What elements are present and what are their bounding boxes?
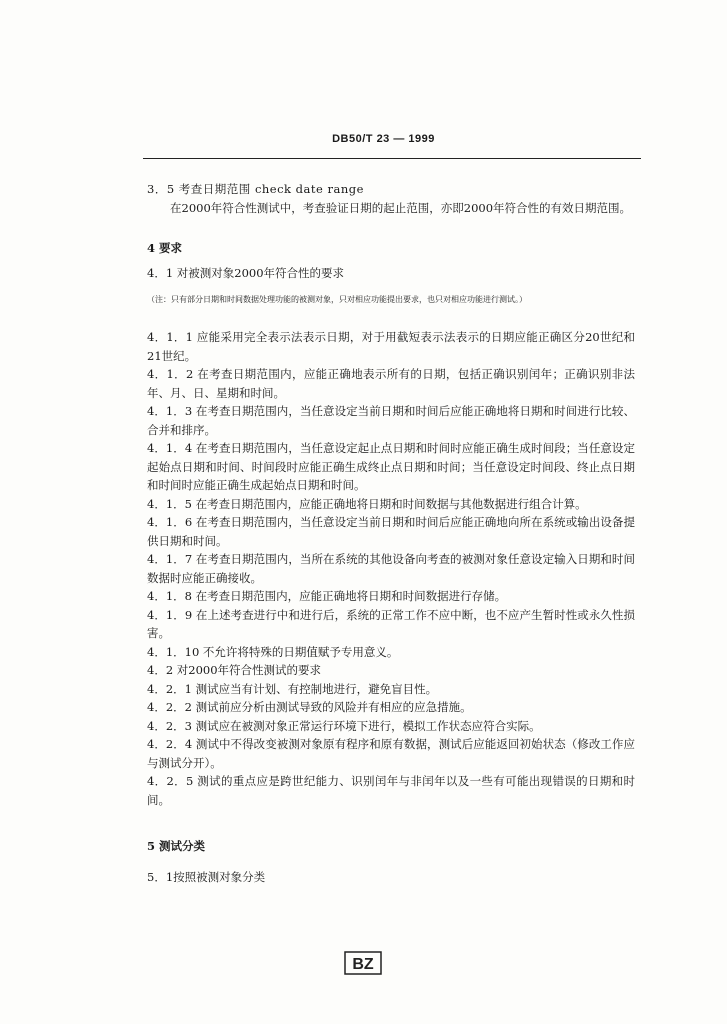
list-item: 4．1．2 在考查日期范围内，应能正确地表示所有的日期，包括正确识别闰年；正确识别非法年、月、日、星期和时间。 xyxy=(147,367,635,400)
items-4-1-list xyxy=(147,328,635,661)
section-4-2-heading: 4．2 对2000年符合性测试的要求 xyxy=(147,663,322,677)
section-3-5-body: 在2000年符合性测试中，考查验证日期的起止范围，亦即2000年符合性的有效日期范围。 xyxy=(170,200,632,215)
list-item: 4．2．4 测试中不得改变被测对象原有程序和原有数据，测试后应能返回初始状态（修改工作应与测试分开）。 xyxy=(147,737,635,770)
list-item: 4．1．8 在考查日期范围内，应能正确地将日期和时间数据进行存储。 xyxy=(147,589,507,603)
list-item: 4．1．1 应能采用完全表示法表示日期，对于用截短表示法表示的日期应能正确区分20世纪和21世纪。 xyxy=(147,330,635,363)
list-item: 4．2．2 测试前应分析由测试导致的风险并有相应的应急措施。 xyxy=(147,700,472,714)
list-item: 4．1．6 在考查日期范围内，当任意设定当前日期和时间后应能正确地向所在系统或输出设备提供日期和时间。 xyxy=(147,515,635,548)
items-4-2-list xyxy=(147,680,635,810)
section-4-heading: 4 要求 xyxy=(147,241,183,255)
list-item: 4．2．3 测试应在被测对象正常运行环境下进行，模拟工作状态应符合实际。 xyxy=(147,718,541,733)
list-item: 4．1．5 在考查日期范围内，应能正确地将日期和时间数据与其他数据进行组合计算。 xyxy=(147,496,587,511)
list-item: 4．1．10 不允许将特殊的日期值赋予专用意义。 xyxy=(147,644,399,659)
document-id-header: DB50/T 23 — 1999 xyxy=(332,133,435,145)
bz-logo-svg xyxy=(344,951,382,975)
section-5-1-heading: 5．1按照被测对象分类 xyxy=(147,869,266,884)
list-item: 4．2．5 测试的重点应是跨世纪能力、识别闰年与非闰年以及一些有可能出现错误的日期和时间。 xyxy=(147,774,635,807)
list-item: 4．1．3 在考查日期范围内，当任意设定当前日期和时间后应能正确地将日期和时间进行比较、合并和排序。 xyxy=(147,404,635,437)
list-item: 4．2．1 测试应当有计划、有控制地进行，避免盲目性。 xyxy=(147,681,438,696)
list-item: 4．1．4 在考查日期范围内，当任意设定起止点日期和时间时应能正确生成时间段；当任意设定起始点日期和时间、时间段时应能正确生成终止点日期和时间；当任意设定时间段、终止点日期和时间时应能正确生成起始点日期和时间。 xyxy=(147,441,635,492)
list-item: 4．1．9 在上述考查进行中和进行后，系统的正常工作不应中断，也不应产生暂时性或永久性损害。 xyxy=(147,607,635,640)
document-body xyxy=(147,180,635,886)
section-3-5-heading: 3．5 考查日期范围 check date range xyxy=(147,182,364,196)
list-item: 4．1．7 在考查日期范围内，当所在系统的其他设备向考查的被测对象任意设定输入日期和时间数据时应能正确接收。 xyxy=(147,552,635,585)
bz-logo-icon xyxy=(344,951,382,975)
bz-logo-text: BZ xyxy=(352,956,374,973)
header-rule xyxy=(143,158,641,159)
section-4-1-note: （注：只有部分日期和时间数据处理功能的被测对象，只对相应功能提出要求，也只对相应功能进行测试。） xyxy=(147,295,527,304)
section-4-1-heading: 4．1 对被测对象2000年符合性的要求 xyxy=(147,265,345,280)
section-5-heading: 5 测试分类 xyxy=(147,839,206,853)
